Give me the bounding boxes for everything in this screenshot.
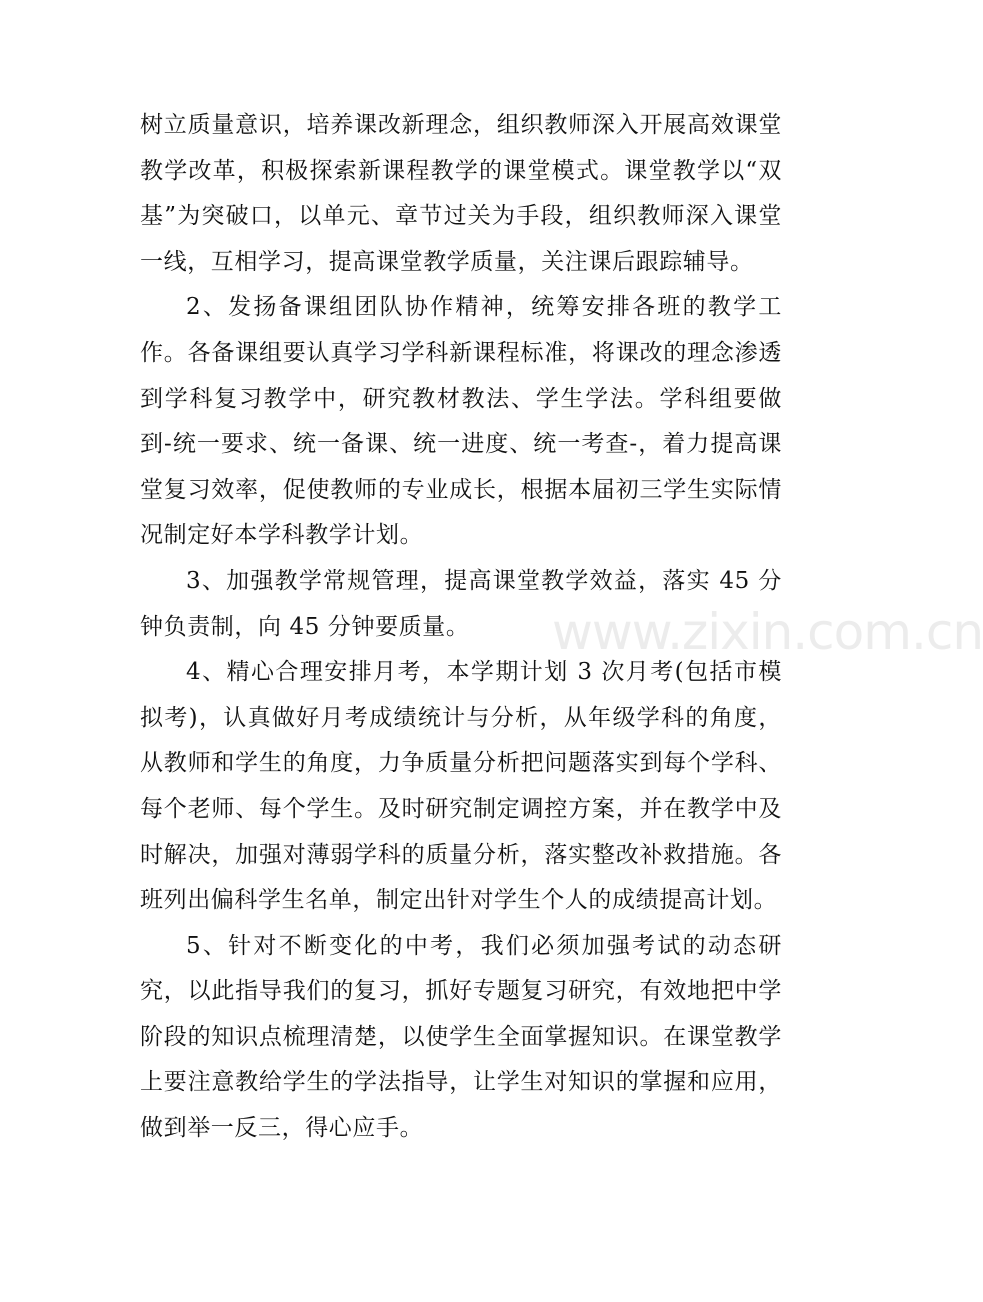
paragraph-item-5: 5、针对不断变化的中考，我们必须加强考试的动态研究，以此指导我们的复习，抓好专题复习研究，有效地把中学阶段的知识点梳理清楚，以使学生全面掌握知识。在课堂教学上要注意教给学生的学法指导，让学生对知识的掌握和应用，做到举一反三，得心应手。 [140, 932, 782, 1142]
document-body [140, 103, 782, 1152]
paragraph-continuation: 树立质量意识，培养课改新理念，组织教师深入开展高效课堂教学改革，积极探索新课程教学的课堂模式。课堂教学以“双基”为突破口，以单元、章节过关为手段，组织教师深入课堂一线，互相学习，提高课堂教学质量，关注课后跟踪辅导。 [140, 112, 782, 275]
paragraph-item-4: 4、精心合理安排月考，本学期计划 3 次月考(包括市模拟考)，认真做好月考成绩统计与分析，从年级学科的角度，从教师和学生的角度，力争质量分析把问题落实到每个学科、每个老师、每个学生。及时研究制定调控方案，并在教学中及时解决，加强对薄弱学科的质量分析，落实整改补救措施。各班列出偏科学生名单，制定出针对学生个人的成绩提高计划。 [140, 659, 782, 914]
watermark-text: www.zixin.com.cn [552, 603, 983, 661]
paragraph-item-2: 2、发扬备课组团队协作精神，统筹安排各班的教学工作。各备课组要认真学习学科新课程标准，将课改的理念渗透到学科复习教学中，研究教材教法、学生学法。学科组要做到‐统一要求、统一备课、统一进度、统一考查‐，着力提高课堂复习效率，促使教师的专业成长，根据本届初三学生实际情况制定好本学科教学计划。 [140, 294, 782, 549]
paragraph-item-3: 3、加强教学常规管理，提高课堂教学效益，落实 45 分钟负责制，向 45 分钟要质量。 [140, 567, 782, 640]
